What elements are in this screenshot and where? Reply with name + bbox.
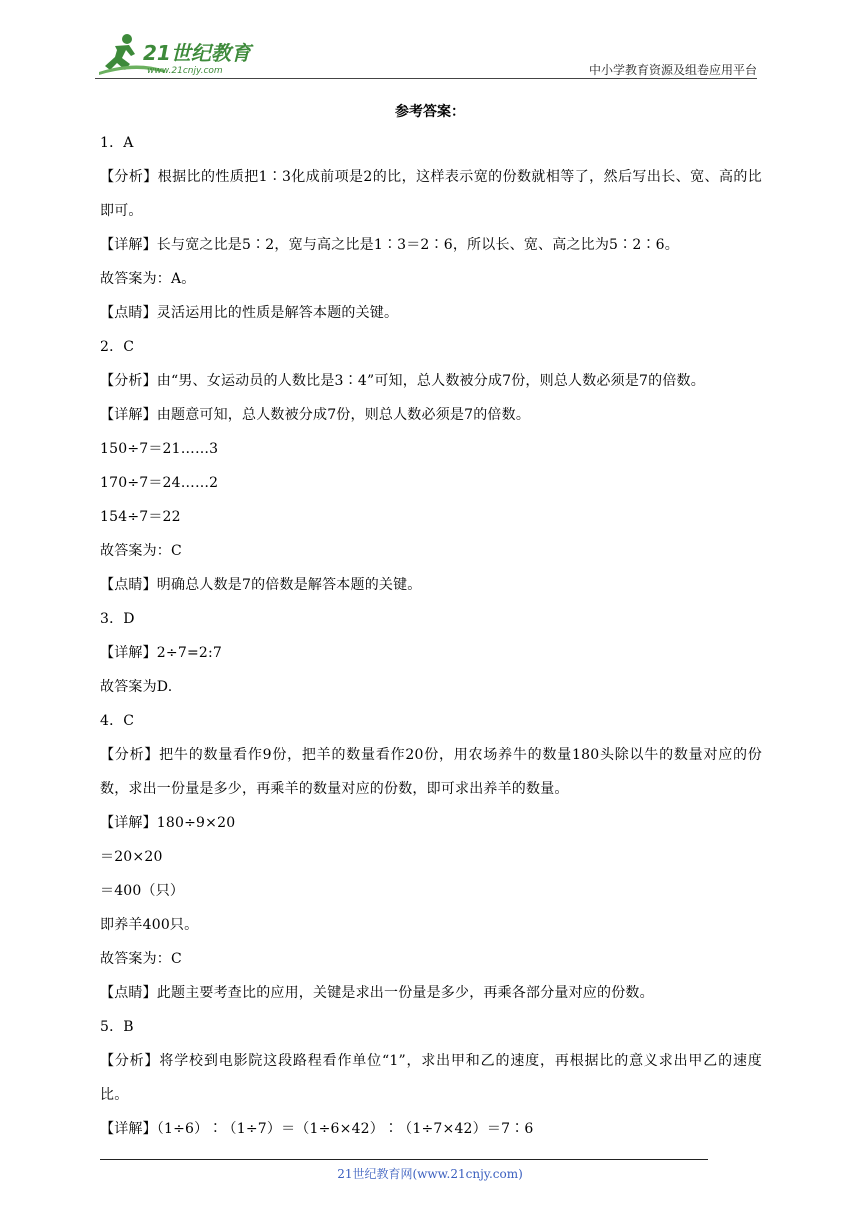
- answer-line: 【分析】由“男、女运动员的人数比是3∶4”可知，总人数被分成7份，则总人数必须是7的倍数。: [100, 373, 705, 389]
- answer-line: ＝400（只）: [100, 883, 185, 899]
- answer-line: 5．B: [100, 1019, 134, 1035]
- answer-line: 【详解】长与宽之比是5∶2，宽与高之比是1∶3＝2∶6，所以长、宽、高之比为5∶2∶6。: [100, 237, 679, 253]
- answer-line: 故答案为：C: [100, 951, 182, 967]
- answer-line: 1．A: [100, 135, 134, 151]
- logo-url: www.21cnjy.com: [147, 66, 223, 76]
- answer-line: 【分析】把牛的数量看作9份，把羊的数量看作20份，用农场养牛的数量180头除以牛的数量对应的份数，求出一份量是多少，再乘羊的数量对应的份数，即可求出养羊的数量。: [100, 747, 762, 797]
- answer-line: 2．C: [100, 339, 135, 355]
- footer-link[interactable]: 21世纪教育网(www.21cnjy.com): [337, 1167, 523, 1181]
- answer-line: 即养羊400只。: [100, 917, 199, 933]
- answer-line: 故答案为：A。: [100, 271, 196, 287]
- answer-line: 170÷7＝24……2: [100, 475, 219, 491]
- logo-text: 21世纪教育: [143, 41, 251, 65]
- answer-line: 故答案为D.: [100, 679, 173, 695]
- answer-line: 故答案为：C: [100, 543, 182, 559]
- page-header: [95, 30, 757, 78]
- answer-line: 150÷7＝21……3: [100, 441, 219, 457]
- answer-line: 【详解】由题意可知，总人数被分成7份，则总人数必须是7的倍数。: [100, 407, 531, 423]
- answers-title: 参考答案：: [395, 104, 465, 120]
- answer-line: ＝20×20: [100, 849, 163, 865]
- answer-line: 【分析】根据比的性质把1∶3化成前项是2的比，这样表示宽的份数就相等了，然后写出长、宽、高的比即可。: [100, 169, 762, 219]
- site-logo: [95, 30, 265, 76]
- answer-content: [100, 126, 762, 1146]
- answer-line: 4．C: [100, 713, 135, 729]
- answer-line: 【详解】（1÷6）∶（1÷7）＝（1÷6×42）∶（1÷7×42）＝7∶6: [100, 1121, 534, 1137]
- answer-line: 3．D: [100, 611, 135, 627]
- platform-name: 中小学教育资源及组卷应用平台: [588, 63, 757, 77]
- answer-line: 【分析】将学校到电影院这段路程看作单位“1”，求出甲和乙的速度，再根据比的意义求出甲乙的速度比。: [100, 1053, 762, 1103]
- answer-line: 【点睛】灵活运用比的性质是解答本题的关键。: [100, 305, 399, 321]
- answer-line: 【点睛】此题主要考查比的应用，关键是求出一份量是多少，再乘各部分量对应的份数。: [100, 985, 654, 1001]
- header-divider: [95, 78, 757, 79]
- answer-line: 154÷7＝22: [100, 509, 181, 525]
- answer-line: 【详解】180÷9×20: [100, 815, 236, 831]
- answer-line: 【点睛】明确总人数是7的倍数是解答本题的关键。: [100, 577, 422, 593]
- footer-divider: [100, 1159, 708, 1160]
- answer-line: 【详解】2÷7=2:7: [100, 645, 223, 661]
